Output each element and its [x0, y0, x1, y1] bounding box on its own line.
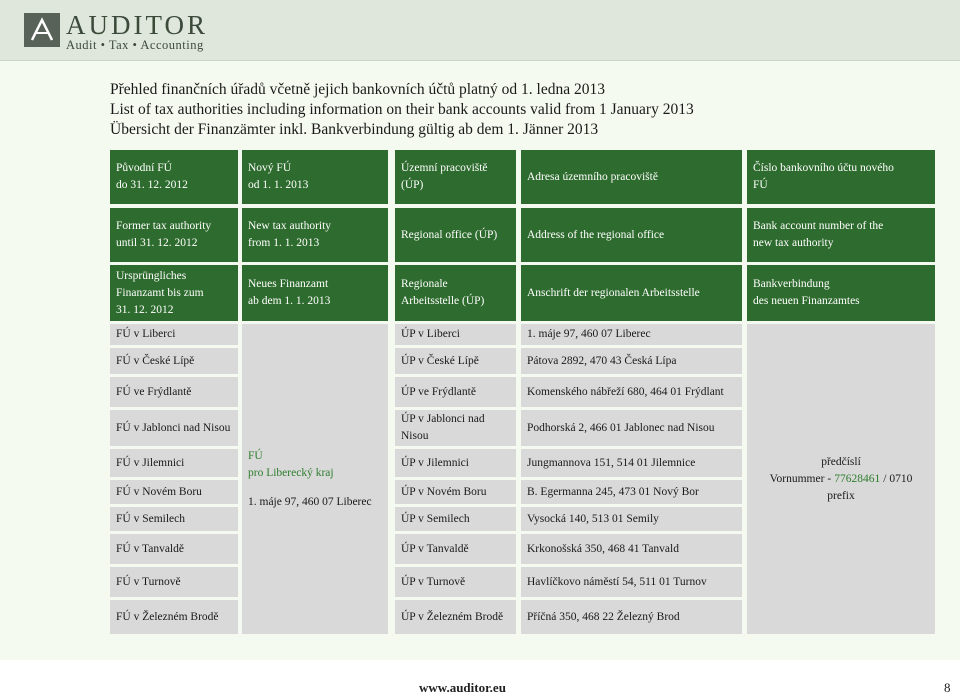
table-cell-address	[521, 480, 742, 504]
table-cell-former	[110, 449, 238, 477]
header-en-office	[395, 208, 516, 262]
header-cz-office-line2: (ÚP)	[401, 179, 424, 191]
cell-text: ÚP ve Frýdlantě	[401, 385, 476, 398]
table-cell-former	[110, 324, 238, 345]
cell-text: Krkonošská 350, 468 41 Tanvald	[527, 542, 679, 555]
cell-text: Komenského nábřeží 680, 464 01 Frýdlant	[527, 385, 724, 398]
table-cell-office	[395, 377, 516, 407]
table-cell-office	[395, 534, 516, 564]
title-en: List of tax authorities including information on their bank accounts valid from 1 January 2013	[110, 101, 694, 118]
header-en-former	[110, 208, 238, 262]
account-number-row	[770, 471, 913, 488]
cell-text: Jungmannova 151, 514 01 Jilemnice	[527, 456, 696, 469]
cell-text: B. Egermanna 245, 473 01 Nový Bor	[527, 485, 699, 498]
cell-text: ÚP v Jilemnici	[401, 456, 469, 469]
header-en-new-line2: from 1. 1. 2013	[248, 237, 320, 249]
cell-text: ÚP v České Lípě	[401, 354, 479, 367]
header-cz-account	[747, 150, 935, 204]
logo-icon	[24, 13, 60, 47]
table-cell-address	[521, 567, 742, 597]
cell-text: FÚ v Liberci	[116, 328, 176, 340]
header-de-account	[747, 265, 935, 321]
header-de-former-line2: Finanzamt bis zum	[116, 286, 204, 299]
account-prefix-cz: předčíslí	[821, 455, 861, 468]
cell-text: 1. máje 97, 460 07 Liberec	[527, 328, 651, 340]
header-de-new	[242, 265, 388, 321]
header-cz-new-line1: Nový FÚ	[248, 162, 292, 174]
account-prefix-en: prefix	[827, 489, 855, 502]
header-en-account-line1: Bank account number of the	[753, 220, 884, 232]
cell-text: ÚP v Liberci	[401, 328, 460, 340]
table-cell-former	[110, 534, 238, 564]
header-cz-office	[395, 150, 516, 204]
table-cell-address	[521, 377, 742, 407]
account-bank-code: / 0710	[883, 472, 913, 485]
header-en-former-line1: Former tax authority	[116, 220, 212, 232]
header-de-former	[110, 265, 238, 321]
table-cell-former	[110, 600, 238, 634]
header-cz-account-line2: FÚ	[753, 179, 768, 191]
cell-text: FÚ v Železném Brodě	[116, 610, 219, 623]
cell-text: ÚP v Semilech	[401, 512, 470, 525]
header-de-former-line3: 31. 12. 2012	[116, 303, 174, 316]
header-de-new-line1: Neues Finanzamt	[248, 278, 329, 290]
header-cz-new-line2: od 1. 1. 2013	[248, 179, 309, 191]
header-en-former-line2: until 31. 12. 2012	[116, 237, 198, 249]
header-de-office-line2: Arbeitsstelle (ÚP)	[401, 295, 485, 307]
cell-text: Vysocká 140, 513 01 Semily	[527, 512, 659, 525]
new-authority-address: 1. máje 97, 460 07 Liberec	[248, 495, 372, 508]
cell-text: ÚP v Turnově	[401, 575, 466, 588]
footer-website-link[interactable]: www.auditor.eu	[419, 680, 506, 695]
header-en-new-line1: New tax authority	[248, 220, 332, 232]
header-cz-account-line1: Číslo bankovního účtu nového	[753, 162, 894, 174]
header-en-account-line2: new tax authority	[753, 237, 834, 249]
logo-tagline: Audit • Tax • Accounting	[66, 38, 204, 52]
header-de-address-line1: Anschrift der regionalen Arbeitsstelle	[527, 286, 700, 299]
header-en-new	[242, 208, 388, 262]
cell-text: FÚ v Novém Boru	[116, 485, 202, 498]
cell-text: Havlíčkovo náměstí 54, 511 01 Turnov	[527, 575, 707, 588]
cell-text: Příčná 350, 468 22 Železný Brod	[527, 610, 680, 623]
cell-text: Podhorská 2, 466 01 Jablonec nad Nisou	[527, 421, 715, 434]
table-cell-address	[521, 410, 742, 446]
header-cz-office-line1: Územní pracoviště	[401, 162, 488, 174]
table-cell-address	[521, 348, 742, 374]
table-cell-office	[395, 348, 516, 374]
cell-text: FÚ v Turnově	[116, 575, 181, 588]
table-cell-office	[395, 567, 516, 597]
cell-text: FÚ ve Frýdlantě	[116, 385, 192, 398]
cell-text: FÚ v Jilemnici	[116, 456, 185, 469]
table-cell-office	[395, 600, 516, 634]
table-cell-office	[395, 324, 516, 345]
account-number: 77628461	[834, 472, 881, 485]
cell-text: FÚ v Semilech	[116, 512, 185, 525]
header-cz-address-line1: Adresa územního pracoviště	[527, 170, 658, 183]
header-de-office-line1: Regionale	[401, 278, 448, 290]
account-dash: -	[827, 472, 832, 485]
table-cell-office	[395, 507, 516, 531]
new-authority-cell	[242, 324, 388, 634]
header-cz-former-line1: Původní FÚ	[116, 162, 172, 174]
table-cell-address	[521, 534, 742, 564]
title-de: Übersicht der Finanzämter inkl. Bankverbindung gültig ab dem 1. Jänner 2013	[110, 121, 599, 138]
table-cell-former	[110, 348, 238, 374]
bank-account-cell	[747, 324, 935, 634]
header-de-address	[521, 265, 742, 321]
cell-text: ÚP v Jablonci nad Nisou	[401, 413, 485, 442]
page-header	[0, 0, 960, 61]
cell-text: FÚ v Tanvaldě	[116, 542, 184, 555]
header-en-account	[747, 208, 935, 262]
table-cell-former	[110, 480, 238, 504]
table-cell-office	[395, 449, 516, 477]
table-cell-address	[521, 600, 742, 634]
logo-wordmark: AUDITOR	[66, 10, 208, 40]
table-cell-address	[521, 449, 742, 477]
cell-text: Pátova 2892, 470 43 Česká Lípa	[527, 354, 677, 367]
header-de-office	[395, 265, 516, 321]
header-cz-former-line2: do 31. 12. 2012	[116, 179, 188, 191]
cell-text: ÚP v Železném Brodě	[401, 610, 504, 623]
header-cz-address	[521, 150, 742, 204]
account-prefix-de: Vornummer	[769, 472, 825, 485]
spacer	[248, 482, 385, 494]
table-cell-address	[521, 507, 742, 531]
table-cell-former	[110, 410, 238, 446]
header-de-new-line2: ab dem 1. 1. 2013	[248, 295, 331, 307]
table-cell-address	[521, 324, 742, 345]
table-cell-office	[395, 410, 516, 446]
cell-text: FÚ v České Lípě	[116, 354, 195, 367]
table-cell-former	[110, 567, 238, 597]
header-cz-new	[242, 150, 388, 204]
header-de-account-line1: Bankverbindung	[753, 278, 830, 290]
header-en-address	[521, 208, 742, 262]
cell-text: ÚP v Tanvaldě	[401, 542, 469, 555]
new-authority-name: pro Liberecký kraj	[248, 466, 334, 479]
cell-text: ÚP v Novém Boru	[401, 485, 487, 498]
header-de-former-line1: Ursprüngliches	[116, 269, 187, 282]
title-cz: Přehled finančních úřadů včetně jejich bankovních účtů platný od 1. ledna 2013	[110, 81, 605, 98]
table-cell-former	[110, 377, 238, 407]
cell-text: FÚ v Jablonci nad Nisou	[116, 421, 231, 434]
new-authority-code: FÚ	[248, 449, 263, 462]
header-en-address-line1: Address of the regional office	[527, 228, 665, 241]
header-en-office-line1: Regional office (ÚP)	[401, 228, 498, 241]
page-number: 8	[944, 680, 951, 695]
header-cz-former	[110, 150, 238, 204]
table-cell-office	[395, 480, 516, 504]
header-de-account-line2: des neuen Finanzamtes	[753, 295, 860, 307]
table-cell-former	[110, 507, 238, 531]
